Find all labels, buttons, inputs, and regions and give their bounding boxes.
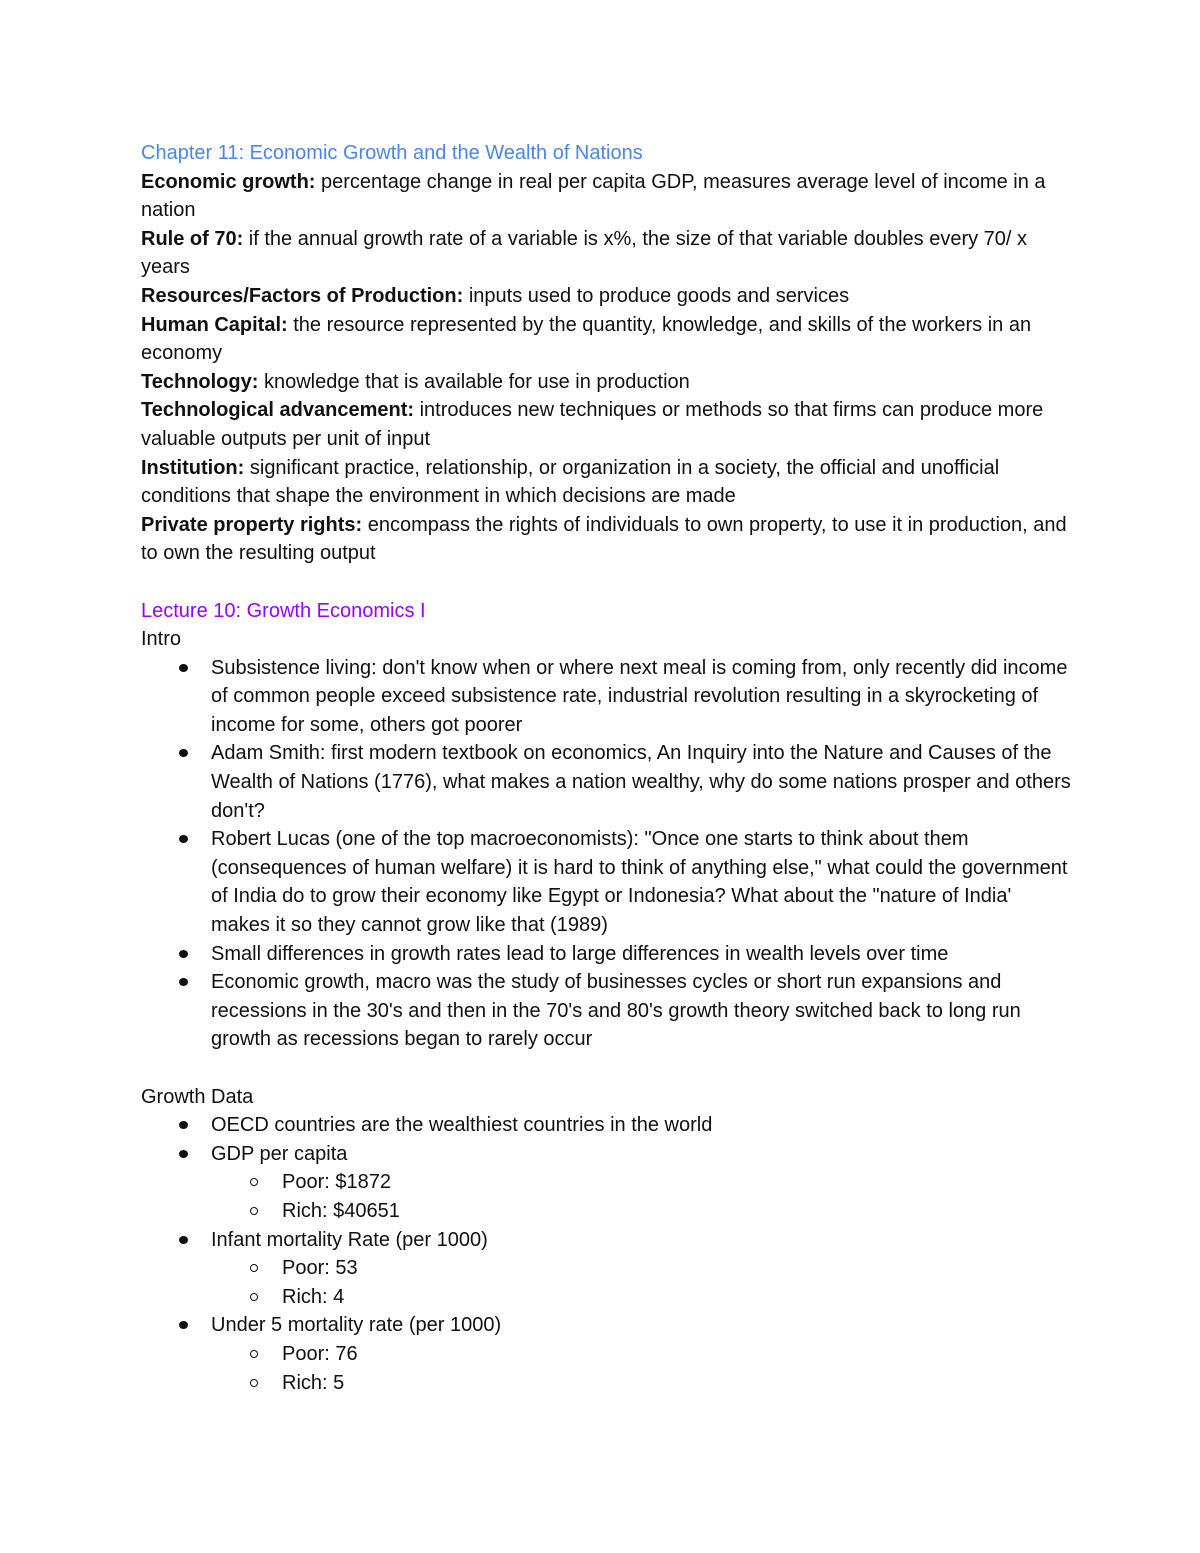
definition-economic-growth bbox=[141, 168, 1071, 225]
list-item bbox=[211, 1111, 1071, 1140]
intro-bullet-list bbox=[141, 654, 1071, 1054]
bullet-dot-icon bbox=[179, 1150, 188, 1158]
sub-list-item bbox=[282, 1254, 1071, 1283]
growth-data-label: Growth Data bbox=[141, 1085, 254, 1108]
definition-technology bbox=[141, 368, 1071, 397]
bullet-dot-icon bbox=[179, 950, 188, 958]
bullet-dot-icon bbox=[179, 749, 188, 757]
sub-bullet-list bbox=[211, 1168, 1071, 1225]
list-item bbox=[211, 1140, 1071, 1226]
bullet-circle-icon bbox=[250, 1379, 258, 1387]
bullet-circle-icon bbox=[250, 1264, 258, 1272]
chapter-title: Chapter 11: Economic Growth and the Wealth of Nations bbox=[141, 142, 643, 164]
lecture-title: Lecture 10: Growth Economics I bbox=[141, 599, 426, 622]
blank-line bbox=[141, 568, 1071, 597]
definition-text: significant practice, relationship, or organization in a society, the official and unofficial conditions that shape the environment in which decisions are made bbox=[141, 456, 1000, 508]
sub-bullet-list bbox=[211, 1340, 1071, 1397]
bullet-dot-icon bbox=[179, 1121, 188, 1129]
definition-term: Rule of 70: bbox=[141, 227, 244, 250]
bullet-dot-icon bbox=[179, 1321, 188, 1329]
definitions-list bbox=[141, 168, 1071, 568]
definition-term: Institution: bbox=[141, 456, 245, 479]
sub-list-item bbox=[282, 1197, 1071, 1226]
sub-list-item-text: Poor: $1872 bbox=[282, 1171, 391, 1194]
definition-private-property-rights bbox=[141, 511, 1071, 568]
list-item bbox=[211, 1226, 1071, 1312]
growth-data-list bbox=[141, 1111, 1071, 1397]
sub-list-item-text: Poor: 53 bbox=[282, 1257, 358, 1280]
blank-line bbox=[141, 1054, 1071, 1083]
bullet-circle-icon bbox=[250, 1350, 258, 1358]
definition-institution bbox=[141, 454, 1071, 511]
list-item-text: Subsistence living: don't know when or where next meal is coming from, only recently did income of common people exceed subsistence rate, industrial revolution resulting in a skyrocketing of income for some, others got poorer bbox=[211, 656, 1068, 736]
bullet-circle-icon bbox=[250, 1207, 258, 1215]
definition-text: the resource represented by the quantity, knowledge, and skills of the workers in an economy bbox=[141, 313, 1032, 365]
list-item bbox=[211, 1311, 1071, 1397]
sub-list-item-text: Rich: $40651 bbox=[282, 1199, 400, 1222]
sub-list-item bbox=[282, 1283, 1071, 1312]
list-item bbox=[211, 940, 1071, 969]
definition-resources bbox=[141, 282, 1071, 311]
list-item-text: GDP per capita bbox=[211, 1142, 348, 1165]
bullet-dot-icon bbox=[179, 664, 188, 672]
bullet-circle-icon bbox=[250, 1293, 258, 1301]
definition-text: if the annual growth rate of a variable is x%, the size of that variable doubles every 70/ x years bbox=[141, 227, 1028, 279]
bullet-dot-icon bbox=[179, 978, 188, 986]
list-item-text: OECD countries are the wealthiest countries in the world bbox=[211, 1114, 713, 1137]
bullet-dot-icon bbox=[179, 835, 188, 843]
list-item-text: Under 5 mortality rate (per 1000) bbox=[211, 1314, 502, 1337]
bullet-dot-icon bbox=[179, 1236, 188, 1244]
definition-text: knowledge that is available for use in production bbox=[258, 370, 690, 393]
list-item bbox=[211, 825, 1071, 939]
list-item bbox=[211, 654, 1071, 740]
definition-text: introduces new techniques or methods so that firms can produce more valuable outputs per unit of input bbox=[141, 399, 1044, 450]
definition-human-capital bbox=[141, 311, 1071, 368]
sub-list-item-text: Rich: 4 bbox=[282, 1285, 345, 1308]
list-item-text: Adam Smith: first modern textbook on economics, An Inquiry into the Nature and Causes of the Wealth of Nations (1776), what makes a nation wealthy, why do some nations prosper and others don't? bbox=[211, 742, 1071, 822]
definition-text: percentage change in real per capita GDP, measures average level of income in a nation bbox=[141, 170, 1046, 222]
sub-list-item bbox=[282, 1168, 1071, 1197]
list-item bbox=[211, 968, 1071, 1054]
definition-term: Human Capital: bbox=[141, 313, 288, 336]
definition-term: Technological advancement: bbox=[141, 399, 415, 422]
sub-list-item-text: Rich: 5 bbox=[282, 1371, 345, 1394]
definition-term: Economic growth: bbox=[141, 170, 316, 193]
definition-term: Technology: bbox=[141, 370, 259, 393]
list-item bbox=[211, 739, 1071, 825]
definition-rule-of-70 bbox=[141, 225, 1071, 282]
list-item-text: Robert Lucas (one of the top macroeconomists): "Once one starts to think about them (consequences of human welfare) it is hard to think of anything else," what could the government of India do to grow their economy like Egypt or Indonesia? What about the "nature of India' makes it so they cannot grow like that (1989) bbox=[211, 828, 1068, 937]
list-item-text: Infant mortality Rate (per 1000) bbox=[211, 1228, 488, 1251]
definition-text: inputs used to produce goods and services bbox=[463, 284, 850, 307]
definition-term: Resources/Factors of Production: bbox=[141, 284, 464, 307]
list-item-text: Economic growth, macro was the study of businesses cycles or short run expansions and recessions in the 30's and then in the 70's and 80's growth theory switched back to long run growth as recessions began to rarely occur bbox=[211, 971, 1021, 1051]
definition-term: Private property rights: bbox=[141, 513, 363, 536]
document-page bbox=[141, 139, 1071, 1397]
sub-list-item bbox=[282, 1340, 1071, 1369]
bullet-circle-icon bbox=[250, 1178, 258, 1186]
sub-list-item bbox=[282, 1369, 1071, 1398]
sub-bullet-list bbox=[211, 1254, 1071, 1311]
definition-text: encompass the rights of individuals to own property, to use it in production, and to own the resulting output bbox=[141, 513, 1067, 565]
definition-technological-advancement bbox=[141, 396, 1071, 453]
intro-label: Intro bbox=[141, 628, 182, 651]
list-item-text: Small differences in growth rates lead to large differences in wealth levels over time bbox=[211, 942, 949, 965]
sub-list-item-text: Poor: 76 bbox=[282, 1342, 358, 1365]
